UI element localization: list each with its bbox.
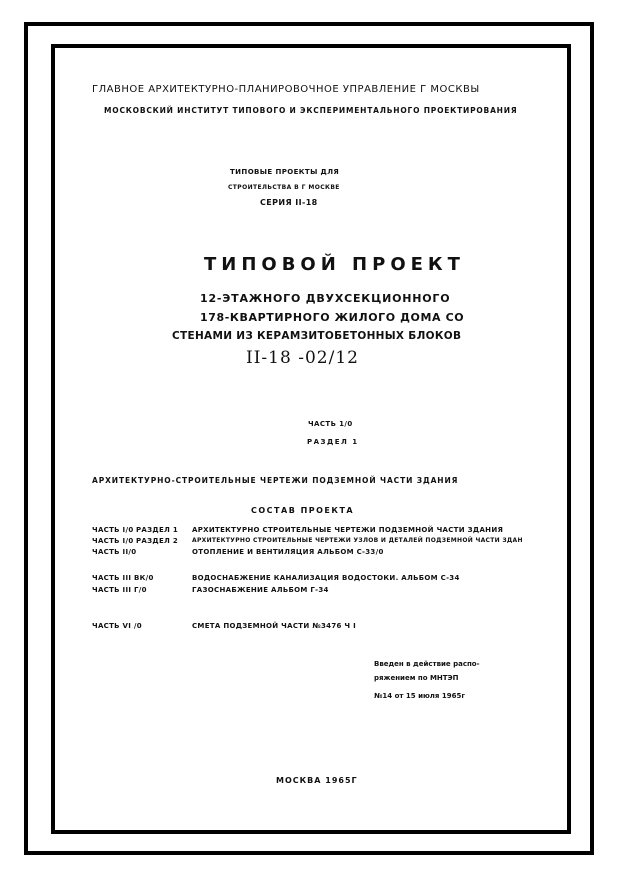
- section-label: РАЗДЕЛ 1: [307, 438, 359, 446]
- doc-subtitle-3: СТЕНАМИ ИЗ КЕРАМЗИТОБЕТОННЫХ БЛОКОВ: [172, 330, 462, 342]
- row-part: ЧАСТЬ VI /0: [92, 622, 142, 630]
- row-part: ЧАСТЬ III ВК/0: [92, 574, 154, 582]
- intro-series: СЕРИЯ II-18: [260, 198, 318, 207]
- row-text: ОТОПЛЕНИЕ И ВЕНТИЛЯЦИЯ АЛЬБОМ С-33/0: [192, 548, 384, 556]
- row-section: РАЗДЕЛ 1: [136, 526, 179, 534]
- approval-note-line3: №14 от 15 июля 1965г: [374, 692, 465, 700]
- row-text: ГАЗОСНАБЖЕНИЕ АЛЬБОМ Г-34: [192, 586, 329, 594]
- part-label: ЧАСТЬ 1/0: [308, 420, 353, 428]
- row-text: АРХИТЕКТУРНО СТРОИТЕЛЬНЫЕ ЧЕРТЕЖИ УЗЛОВ И ДЕТАЛЕЙ ПОДЗЕМНОЙ ЧАСТИ ЗДАН: [192, 537, 523, 544]
- doc-title: ТИПОВОЙ ПРОЕКТ: [204, 254, 465, 275]
- approval-note-line1: Введен в действие распо-: [374, 660, 480, 668]
- intro-line2: СТРОИТЕЛЬСТВА В Г МОСКВЕ: [228, 184, 340, 191]
- row-text: СМЕТА ПОДЗЕМНОЙ ЧАСТИ №3476 Ч I: [192, 622, 357, 630]
- footer-city-year: МОСКВА 1965Г: [276, 776, 358, 785]
- project-code: II-18 -02/12: [246, 348, 359, 368]
- composition-heading: СОСТАВ ПРОЕКТА: [251, 506, 355, 515]
- row-part: ЧАСТЬ I/0: [92, 537, 134, 545]
- row-part: ЧАСТЬ I/0: [92, 526, 134, 534]
- subject-line: АРХИТЕКТУРНО-СТРОИТЕЛЬНЫЕ ЧЕРТЕЖИ ПОДЗЕМНОЙ ЧАСТИ ЗДАНИЯ: [92, 476, 459, 485]
- row-text: ВОДОСНАБЖЕНИЕ КАНАЛИЗАЦИЯ ВОДОСТОКИ. АЛЬБОМ С-34: [192, 574, 460, 582]
- doc-subtitle-2: 178-КВАРТИРНОГО ЖИЛОГО ДОМА СО: [200, 311, 465, 324]
- intro-line1: ТИПОВЫЕ ПРОЕКТЫ ДЛЯ: [230, 168, 340, 176]
- row-part: ЧАСТЬ III Г/0: [92, 586, 147, 594]
- row-section: РАЗДЕЛ 2: [136, 537, 179, 545]
- row-text: АРХИТЕКТУРНО СТРОИТЕЛЬНЫЕ ЧЕРТЕЖИ ПОДЗЕМНОЙ ЧАСТИ ЗДАНИЯ: [192, 526, 504, 534]
- row-part: ЧАСТЬ II/0: [92, 548, 137, 556]
- composition-table: [92, 526, 542, 646]
- approval-note-line2: ряжением по МНТЭП: [374, 674, 459, 682]
- header-institute: МОСКОВСКИЙ ИНСТИТУТ ТИПОВОГО И ЭКСПЕРИМЕНТАЛЬНОГО ПРОЕКТИРОВАНИЯ: [104, 106, 518, 115]
- header-organization: ГЛАВНОЕ АРХИТЕКТУРНО-ПЛАНИРОВОЧНОЕ УПРАВЛЕНИЕ Г МОСКВЫ: [92, 84, 480, 95]
- doc-subtitle-1: 12-ЭТАЖНОГО ДВУХСЕКЦИОННОГО: [200, 292, 451, 305]
